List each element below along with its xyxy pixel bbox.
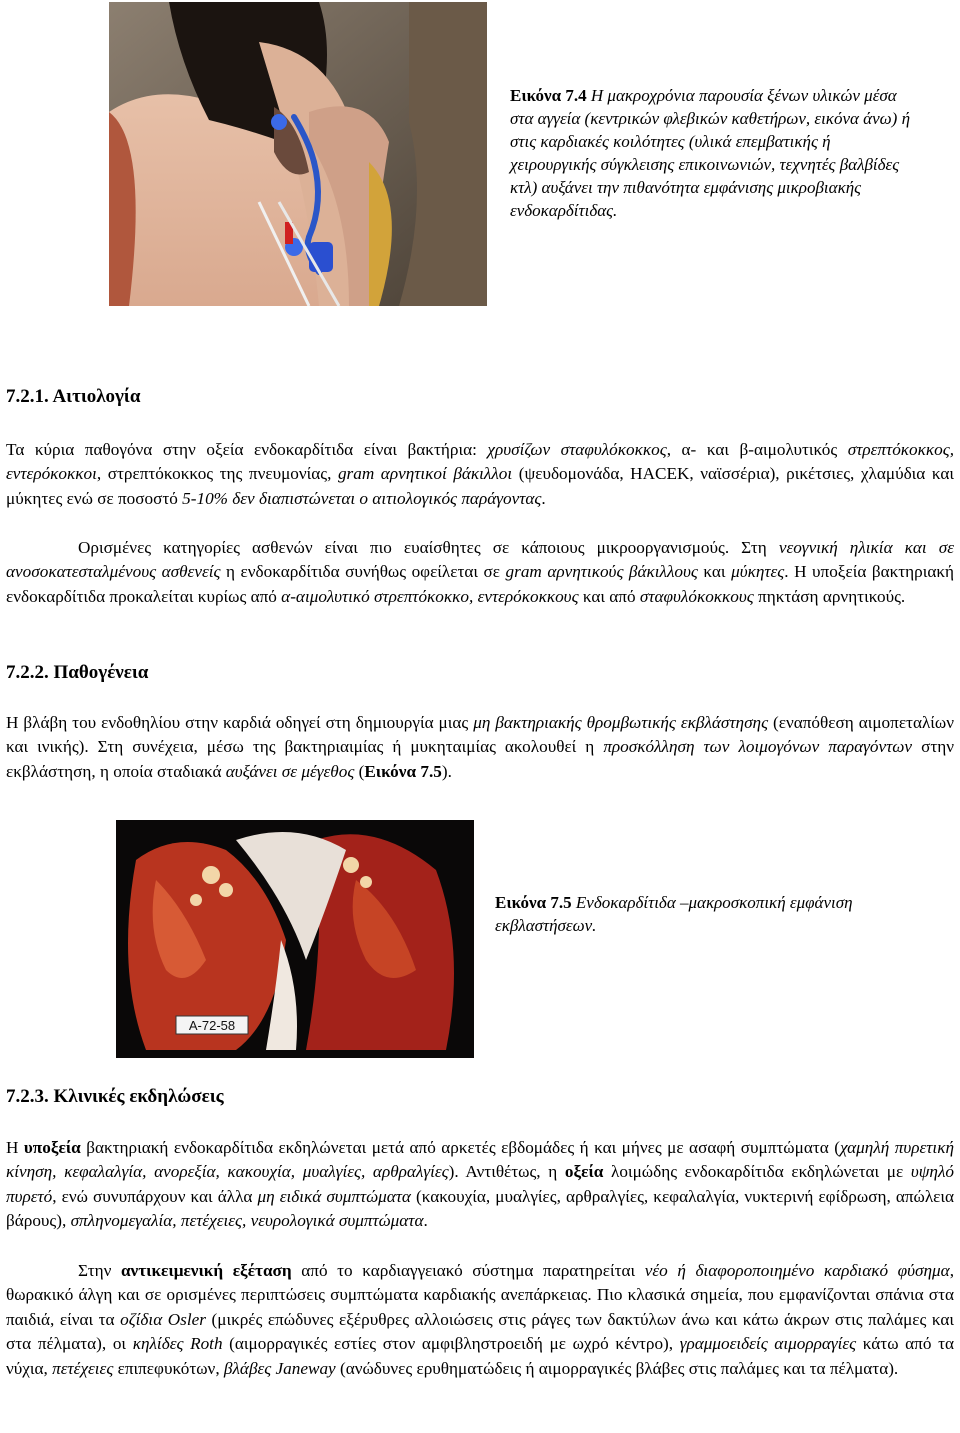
text-run: σπληνομεγαλία, πετέχειες, νευρολογικά συμπτώματα [70,1211,424,1231]
text-run: ). Αντιθέτως, η [448,1162,565,1182]
heart-specimen-illustration [116,820,474,1058]
text-run: στην εκβλάστηση, η οποία σταδιακά [6,737,955,781]
text-run: Ορισμένες κατηγορίες ασθενών είναι πιο ευαίσθητες σε κάποιους μικροοργανισμούς. Στη [78,538,779,557]
text-run: α-αιμολυτικό στρεπτόκοκκο, εντερόκοκκους [281,586,579,606]
text-run: κηλίδες Roth [132,1334,223,1354]
text-run: μύκητες [731,562,785,582]
text-run: βλάβες Janeway [223,1358,336,1378]
figure-7-5-caption [495,891,925,937]
text-run: και [697,562,732,582]
text-run: 5-10% δεν διαπιστώνεται ο αιτιολογικός παράγοντας [182,488,542,508]
text-run: στρεπτόκοκκος, εντερόκοκκοι [6,440,954,484]
text-run: Στην [78,1261,121,1280]
text-run: gram αρνητικούς βάκιλλους [505,562,698,582]
text-run: βακτηριακή ενδοκαρδίτιδα εκδηλώνεται μετά από αρκετές εβδομάδες ή και μήνες με ασαφή συμπτώματα ( [80,1138,840,1157]
text-run: , ενώ συνυπάρχουν και άλλα [52,1186,258,1206]
text-run: σταφυλόκοκκους [639,586,754,606]
text-run: μη ειδικά συμπτώματα [257,1186,411,1206]
text-run: νέο ή διαφοροποιημένο καρδιακό φύσημα [644,1261,950,1280]
text-run: μη βακτηριακής θρομβωτικής εκβλάστησης [473,713,769,732]
paragraph-7-2-3-a [6,1136,954,1234]
text-run: νεογνική ηλικία και σε ανοσοκατεσταλμένους ασθενείς [6,538,954,582]
text-run: (εναπόθεση αιμοπεταλίων και ινικής). Στη συνέχεια, μέσω της βακτηριαιμίας ή μυκηταιμίας ακολουθεί η [6,713,954,757]
text-run: οξεία [564,1162,604,1182]
text-run: , θωρακικό άλγη και σε ορισμένες περιπτώσεις συμπτώματα καρδιακής ανεπάρκειας. Πιο κλασικά σημεία, που εμφανίζονται σπάνια στα παιδιά, είναι τα [6,1261,954,1329]
text-run: , α- και β-αιμολυτικός [666,440,848,459]
figure-7-4-photo [109,2,487,306]
text-run: η ενδοκαρδίτιδα συνήθως οφείλεται σε [220,562,506,582]
figure-7-5-photo [116,820,474,1058]
figure-7-5-text: Ενδοκαρδίτιδα –μακροσκοπική εμφάνιση εκβλαστήσεων. [495,893,853,935]
text-run: αυξάνει σε μέγεθος [225,761,355,781]
text-run: . [541,488,546,508]
text-run: χαμηλή πυρετική κίνηση, κεφαλαλγία, ανορεξία, κακουχία, μυαλγίες, αρθραλγίες [6,1138,954,1182]
text-run: λοιμώδης ενδοκαρδίτιδα εκδηλώνεται με [603,1162,911,1182]
text-run: αντικειμενική εξέταση [120,1261,292,1280]
text-run: (μικρές επώδυνες εξέρυθρες αλλοιώσεις στις ράγες των δακτύλων άνω και κάτω άκρων στις παλάμες και στα πέλματα), οι [6,1309,954,1354]
paragraph-7-2-2-a [6,711,954,784]
text-run: από το καρδιαγγειακό σύστημα παρατηρείται [291,1261,645,1280]
catheter-photo-illustration [109,2,487,306]
text-run: οζίδια Osler [120,1309,206,1329]
text-run: , στρεπτόκοκκος της πνευμονίας, [96,464,338,484]
section-heading-7-2-3: 7.2.3. Κλινικές εκδηλώσεις [6,1086,224,1107]
text-run: χρυσίζων σταφυλόκοκκος [487,440,667,459]
text-run: (ψευδομονάδα, HACEK, ναϊσσέρια), ρικέτσιες, χλαμύδια και μύκητες ενώ σε ποσοστό [6,464,955,508]
text-run: Εικόνα 7.5 [364,761,442,781]
paragraph-7-2-1-a [6,438,954,511]
figure-7-4-text: Η μακροχρόνια παρουσία ξένων υλικών μέσα στα αγγεία (κεντρικών φλεβικών καθετήρων, εικόνα άνω) ή στις καρδιακές κοιλότητες (υλικά επεμβατικής ή χειρουργικής σύγκλεισης επικοινωνιών, τεχνητές βαλβίδες κτλ) αυξάνει την πιθανότητα εμφάνισης μικροβιακής ενδοκαρδίτιδας. [510,86,910,220]
figure-7-4-caption [510,84,920,222]
text-run: Τα κύρια παθογόνα στην οξεία ενδοκαρδίτιδα είναι βακτήρια: [6,440,488,459]
text-run: (αιμορραγικές εστίες στον αμφιβληστροειδή με ωχρό κέντρο), [222,1334,680,1354]
figure-7-5-label: Εικόνα 7.5 [495,893,572,912]
section-heading-7-2-1: 7.2.1. Αιτιολογία [6,386,141,407]
figure-7-4-label: Εικόνα 7.4 [510,86,587,105]
text-run: . Η υποξεία βακτηριακή ενδοκαρδίτιδα προκαλείται κυρίως από [6,562,955,606]
text-run: gram αρνητικοί βάκιλλοι [337,464,513,484]
paragraph-7-2-1-b [6,536,954,609]
text-run: επιπεφυκότων, [113,1358,224,1378]
specimen-tag: A-72-58 [188,1018,236,1033]
paragraph-7-2-3-b [6,1259,954,1381]
text-run: ). [441,761,452,781]
text-run: Η [6,1138,24,1157]
text-run: . [423,1211,428,1231]
text-run: προσκόλληση των λοιμογόνων παραγόντων [603,737,913,757]
section-heading-7-2-2: 7.2.2. Παθογένεια [6,662,149,683]
text-run: γραμμοειδείς αιμορραγίες [679,1334,857,1354]
text-run: κάτω από τα νύχια, [6,1334,954,1378]
text-run: πετέχειες [52,1358,114,1378]
text-run: Η βλάβη του ενδοθηλίου στην καρδιά οδηγεί στη δημιουργία μιας [6,713,474,732]
text-run: ( [354,761,365,781]
text-run: (κακουχία, μυαλγίες, αρθραλγίες, κεφαλαλγία, νυκτερινή εφίδρωση, απώλεια βάρους), [6,1186,954,1231]
text-run: και από [578,586,640,606]
text-run: πηκτάση αρνητικούς. [753,586,906,606]
text-run: (ανώδυνες ερυθηματώδεις ή αιμορραγικές βλάβες στις παλάμες και τα πέλματα). [335,1358,899,1378]
text-run: υψηλό πυρετό [6,1162,954,1206]
text-run: υποξεία [23,1138,81,1157]
